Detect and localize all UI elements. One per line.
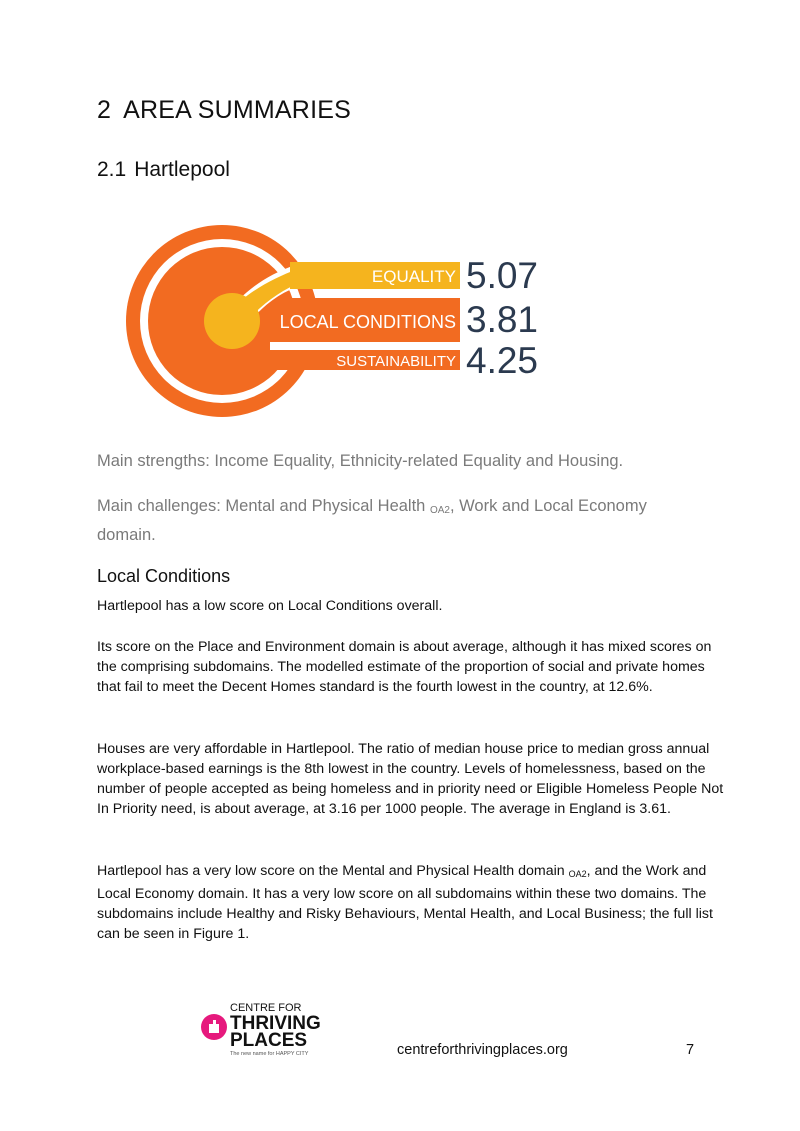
sustainability-label: SUSTAINABILITY xyxy=(336,353,456,370)
paragraph-3: Houses are very affordable in Hartlepool. The ratio of median house price to median gross annual workplace-based earnings is the 8th lowest in the country. Levels of homelessness, based on the number of people accepted as being homeless and in priority need or Eligible Homeless People Not In Priority need, is about average, at 3.16 per 1000 people. The average in England is 3.61. xyxy=(97,741,724,817)
local-conditions-heading: Local Conditions xyxy=(97,566,231,586)
sustainability-score: 4.25 xyxy=(466,340,539,381)
thriving-places-score-graphic xyxy=(120,210,560,432)
equality-score: 5.07 xyxy=(466,255,539,296)
page-number: 7 xyxy=(686,1042,695,1058)
subsection-title: Hartlepool xyxy=(134,158,230,181)
core-circle xyxy=(204,293,260,349)
subsection-number: 2.1 xyxy=(97,158,127,181)
paragraph-4-subscript: OA2 xyxy=(568,869,587,879)
challenges-subscript: OA2 xyxy=(429,505,450,516)
logo-line-1: CENTRE FOR xyxy=(230,1002,302,1014)
subsection-heading xyxy=(97,158,230,182)
logo-line-2: THRIVING xyxy=(230,1013,321,1034)
equality-label: EQUALITY xyxy=(371,267,456,286)
logo-tagline: The new name for HAPPY CITY xyxy=(230,1051,309,1056)
footer-url: centreforthrivingplaces.org xyxy=(397,1042,568,1058)
paragraph-4-prefix: Hartlepool has a very low score on the Mental and Physical Health domain xyxy=(97,863,565,879)
challenges-suffix: , Work and Local Economy domain. xyxy=(97,497,647,544)
paragraph-4-suffix: , and the Work and Local Economy domain. It has a very low score on all subdomains within these two domains. The subdomains include Healthy and Risky Behaviours, Mental Health, and Local Business; the full list can be seen in Figure 1. xyxy=(97,863,713,942)
bar-gap xyxy=(270,342,460,350)
challenges-prefix: Main challenges: Mental and Physical Health xyxy=(97,497,426,515)
paragraph-1: Hartlepool has a low score on Local Conditions overall. xyxy=(97,598,443,614)
section-heading xyxy=(97,96,351,125)
local-conditions-score: 3.81 xyxy=(466,299,539,340)
main-strengths: Main strengths: Income Equality, Ethnicity-related Equality and Housing. xyxy=(97,452,624,470)
local-conditions-label: LOCAL CONDITIONS xyxy=(279,312,456,332)
section-title: AREA SUMMARIES xyxy=(123,96,351,124)
section-number: 2 xyxy=(97,96,112,124)
main-challenges xyxy=(97,494,697,547)
centre-for-thriving-places-logo xyxy=(200,1000,330,1056)
logo-line-3: PLACES xyxy=(230,1030,308,1051)
paragraph-4 xyxy=(97,861,729,944)
paragraph-2: Its score on the Place and Environment domain is about average, although it has mixed scores on the comprising subdomains. The modelled estimate of the proportion of social and private homes that fail to meet the Decent Homes standard is the fourth lowest in the country, at 12.6%. xyxy=(97,639,712,695)
